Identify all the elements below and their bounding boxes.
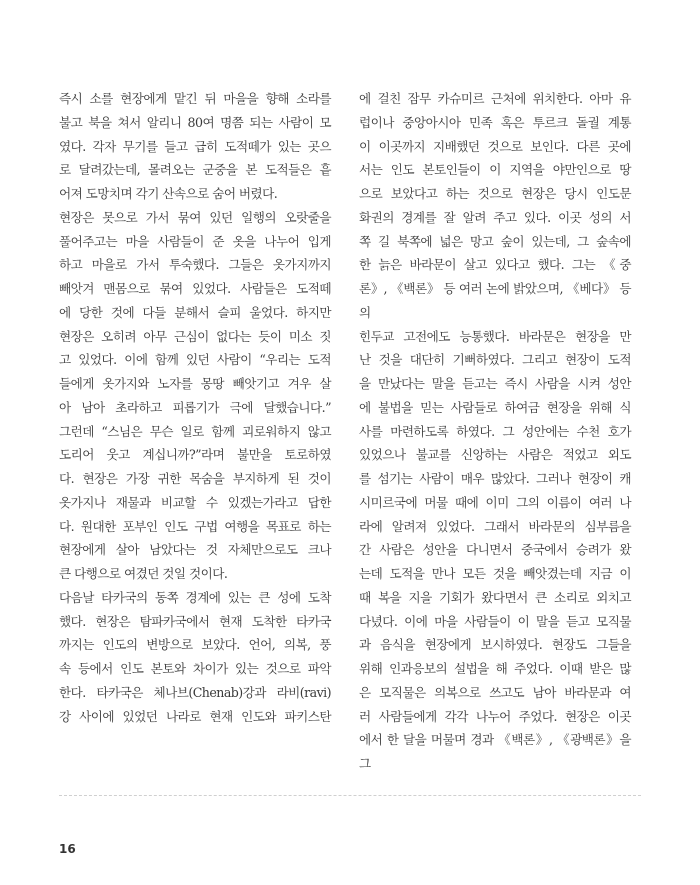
text-line: 도리어 웃고 계십니까?”라며 불만을 토로하였 [59,447,331,463]
text-line: 하고 마을로 가서 투숙했다. 그들은 옷가지까지 [59,257,331,273]
text-line: 쪽 길 북쪽에 넓은 망고 숲이 있는데, 그 숲속에 [359,233,631,249]
text-line: 강 사이에 있었던 나라로 현재 인도와 파키스탄 [59,708,331,724]
text-line: 다녔다. 이에 마을 사람들이 이 말을 듣고 모직물 [359,613,631,629]
text-line: 라에 알려져 있었다. 그래서 바라문의 심부름을 [359,518,631,534]
text-line: 그런데 “스님은 무슨 일로 함께 괴로워하지 않고 [59,423,331,439]
page-number: 16 [59,842,76,856]
text-line: 고 있었다. 이에 함께 있던 사람이 “우리는 도적 [59,352,331,368]
text-line: 있었으나 불교를 신앙하는 사람은 적었고 외도 [359,447,631,463]
text-line: 은 모직물은 의복으로 쓰고도 남아 바라문과 여 [359,684,631,700]
text-line: 불고 북을 쳐서 알리니 80여 명쯤 되는 사람이 모 [59,114,331,130]
text-line: 이 이곳까지 지배했던 것으로 보인다. 다른 곳에 [359,138,631,154]
text-line: 속 등에서 인도 본토와 차이가 있는 것으로 파악 [59,661,331,676]
text-line: 에 걸친 잠무 카슈미르 근처에 위치한다. 아마 유 [359,91,631,106]
text-line: 들에게 옷가지와 노자를 몽땅 빼앗기고 겨우 살 [59,376,331,391]
text-line: 에서 한 달을 머물며 경과 《백론》, 《광백론》을 그 [359,732,631,771]
text-line: 했다. 현장은 탐파카국에서 현재 도착한 타카국 [59,613,331,629]
text-line: 러 사람들에게 각각 나누어 주었다. 현장은 이곳 [359,708,631,724]
text-line: 럽이나 중앙아시아 민족 혹은 투르크 돌궐 계통 [359,114,631,130]
text-line: 로 달려갔는데, 몰려오는 군중을 본 도적들은 흩 [59,162,331,178]
text-line: 아 남아 초라하고 피롭기가 극에 달했습니다.” [59,399,331,415]
left-text-column [59,87,331,728]
text-line: 에 당한 것에 다들 분해서 슬피 울었다. 하지만 [59,304,331,320]
text-line: 한 늙은 바라문이 살고 있다고 했다. 그는 《중 [359,257,631,273]
text-line: 에 불법을 믿는 사람들로 하여금 현장을 위해 식 [359,399,631,415]
text-line: 힌두교 고전에도 능통했다. 바라문은 현장을 만 [359,328,631,344]
text-line: 현장은 오히려 아무 근심이 없다는 듯이 미소 짓 [59,328,331,344]
text-line: 간 사람은 성안을 다니면서 중국에서 승려가 왔 [359,542,631,558]
text-line: 사를 마련하도록 하였다. 그 성안에는 수천 호가 [359,423,631,439]
text-line: 현장은 못으로 가서 묶여 있던 일행의 오랏줄을 [59,209,331,225]
text-line: 을 만났다는 말을 듣고는 즉시 사람을 시켜 성안 [359,376,631,391]
text-line: 시미르국에 머물 때에 이미 그의 이름이 여러 나 [359,494,631,510]
text-line: 론》, 《백론》 등 여러 논에 밝았으며, 《베다》 등의 [359,281,631,320]
text-line: 를 섬기는 사람이 매우 많았다. 그러나 현장이 캐 [359,471,631,486]
text-line: 서는 인도 본토인들이 이 지역을 야만인으로 땅 [359,162,631,178]
text-line: 다음날 타카국의 동쪽 경계에 있는 큰 성에 도착 [59,589,331,605]
text-line: 때 복을 지을 기회가 왔다면서 큰 소리로 외치고 [359,589,631,605]
text-line: 옷가지나 재물과 비교할 수 있겠는가라고 답한 [59,494,331,510]
footer-divider [59,795,641,796]
text-line: 빼앗겨 맨몸으로 묶여 있었다. 사람들은 도적떼 [59,281,331,296]
right-text-column [359,87,631,776]
text-line: 는데 도적을 만나 모든 것을 빼앗겼는데 지금 이 [359,566,631,581]
text-line: 과 음식을 현장에게 보시하였다. 현장도 그들을 [359,637,631,653]
text-line: 까지는 인도의 변방으로 보았다. 언어, 의복, 풍 [59,637,331,653]
text-line: 한다. 타카국은 체나브(Chenab)강과 라비(ravi) [59,684,331,700]
text-line: 화권의 경계를 잘 알려 주고 있다. 이곳 성의 서 [359,209,631,225]
text-line: 으로 보았다고 하는 것으로 현장은 당시 인도문 [359,186,631,201]
text-line: 다. 원대한 포부인 인도 구법 여행을 목표로 하는 [59,518,331,534]
text-line: 위해 인과응보의 설법을 해 주었다. 이때 받은 많 [359,661,631,676]
text-line: 난 것을 대단히 기뻐하였다. 그리고 현장이 도적 [359,352,631,368]
text-line: 였다. 각자 무기를 들고 급히 도적떼가 있는 곳으 [59,138,331,154]
text-line: 풀어주고는 마을 사람들이 준 옷을 나누어 입게 [59,233,331,249]
text-line: 다. 현장은 가장 귀한 목숨을 부지하게 된 것이 [59,471,331,486]
text-line: 즉시 소를 현장에게 맡긴 뒤 마을을 향해 소라를 [59,91,331,106]
text-line: 큰 다행으로 여겼던 것일 것이다. [59,566,228,581]
text-line: 어져 도망치며 각기 산속으로 숨어 버렸다. [59,186,278,201]
text-line: 현장에게 살아 남았다는 것 자체만으로도 크나 [59,542,331,558]
